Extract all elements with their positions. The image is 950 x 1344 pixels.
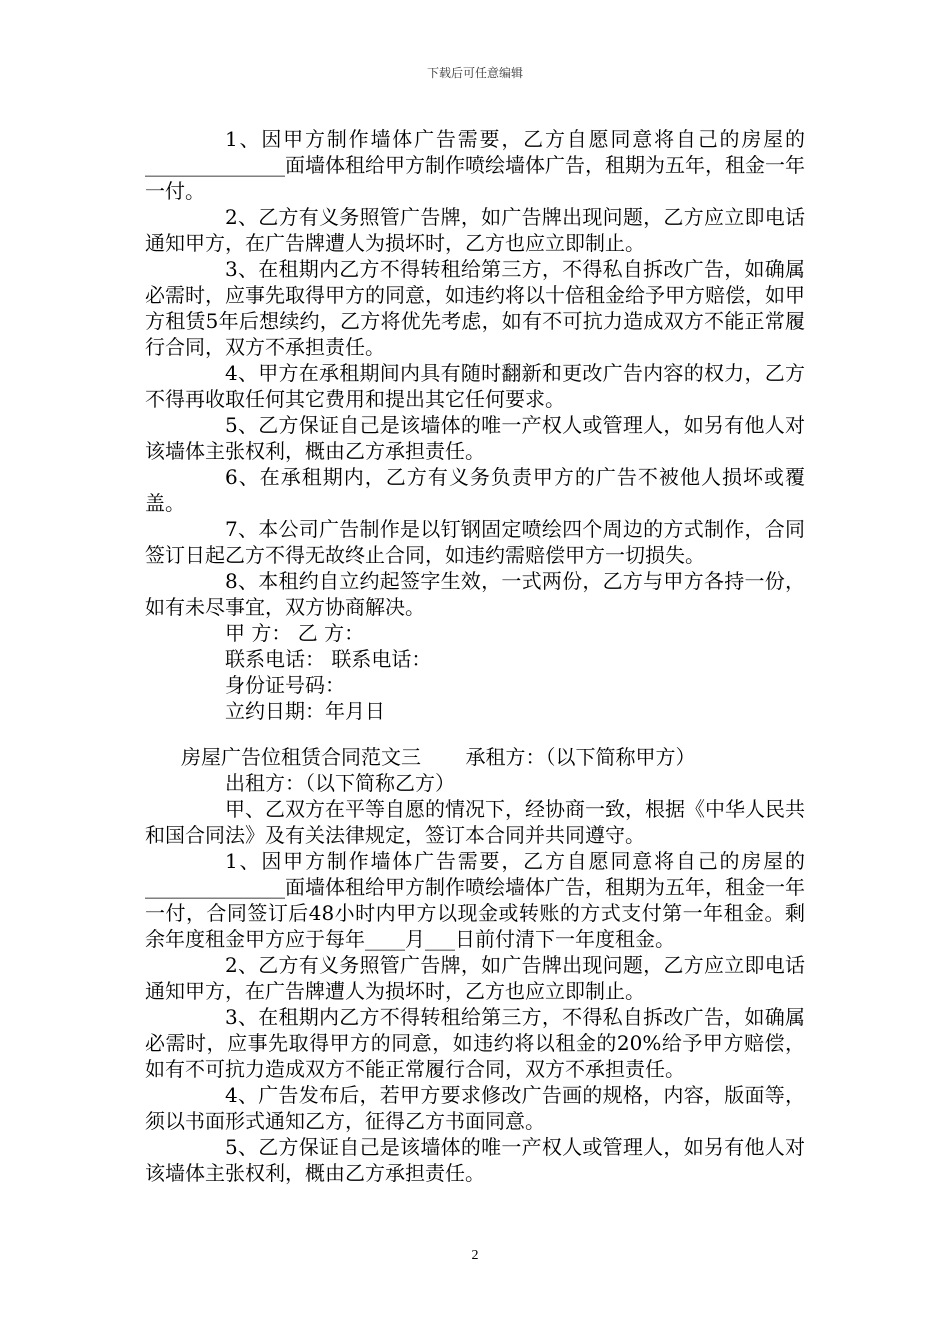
- signature-id: 身份证号码：: [225, 673, 345, 697]
- signature-phones: 联系电话： 联系电话：: [225, 647, 432, 671]
- clause-a2: 2、乙方有义务照管广告牌，如广告牌出现问题，乙方应立即电话通知甲方，在广告牌遭人为损坏时，乙方也应立即制止。: [145, 205, 805, 255]
- signature-parties: 甲 方： 乙 方：: [225, 621, 365, 645]
- document-body: [145, 126, 805, 1186]
- clause-a7: 7、本公司广告制作是以钉钢固定喷绘四个周边的方式制作，合同签订日起乙方不得无故终止合同，如违约需赔偿甲方一切损失。: [145, 517, 805, 567]
- clause-a8: 8、本租约自立约起签字生效，一式两份，乙方与甲方各持一份，如有未尽事宜，双方协商解决。: [145, 569, 805, 619]
- page-number: 2: [471, 1248, 479, 1263]
- clause-a1: 1、因甲方制作墙体广告需要，乙方自愿同意将自己的房屋的______________面墙体租给甲方制作喷绘墙体广告，租期为五年，租金一年一付。: [145, 127, 805, 203]
- clause-b-intro: 甲、乙双方在平等自愿的情况下，经协商一致，根据《中华人民共和国合同法》及有关法律规定，签订本合同并共同遵守。: [145, 797, 805, 847]
- clause-a4: 4、甲方在承租期间内具有随时翻新和更改广告内容的权力，乙方不得再收取任何其它费用和提出其它任何要求。: [145, 361, 805, 411]
- clause-a6: 6、在承租期内，乙方有义务负责甲方的广告不被他人损坏或覆盖。: [145, 465, 805, 515]
- section-gap: [145, 724, 805, 744]
- clause-b3: 3、在租期内乙方不得转租给第三方，不得私自拆改广告，如确属必需时，应事先取得甲方的同意，如违约将以租金的20%给予甲方赔偿，如有不可抗力造成双方不能正常履行合同，双方不承担责任。: [145, 1005, 805, 1081]
- clause-b5: 5、乙方保证自己是该墙体的唯一产权人或管理人，如另有他人对该墙体主张权利，概由乙方承担责任。: [145, 1135, 805, 1185]
- clause-a5: 5、乙方保证自己是该墙体的唯一产权人或管理人，如另有他人对该墙体主张权利，概由乙方承担责任。: [145, 413, 805, 463]
- clause-b1: 1、因甲方制作墙体广告需要，乙方自愿同意将自己的房屋的______________面墙体租给甲方制作喷绘墙体广告，租期为五年，租金一年一付，合同签订后48小时内甲方以现金或转账的方式支付第一年租金。剩余年度租金甲方应于每年____月___日前付清下一年度租金。: [145, 849, 805, 951]
- clause-b4: 4、广告发布后，若甲方要求修改广告画的规格，内容，版面等，须以书面形式通知乙方，征得乙方书面同意。: [145, 1083, 805, 1133]
- section-b-lessor: 出租方：（以下简称乙方）: [225, 771, 455, 795]
- clause-a3: 3、在租期内乙方不得转租给第三方，不得私自拆改广告，如确属必需时，应事先取得甲方的同意，如违约将以十倍租金给予甲方赔偿，如甲方租赁5年后想续约，乙方将优先考虑，如有不可抗力造成双方不能正常履行合同，双方不承担责任。: [145, 257, 805, 359]
- page-header: 下载后可任意编辑: [426, 66, 523, 80]
- signature-date: 立约日期：年月日: [225, 699, 385, 723]
- section-b-title: 房屋广告位租赁合同范文三 承租方：（以下简称甲方）: [181, 745, 696, 769]
- clause-b2: 2、乙方有义务照管广告牌，如广告牌出现问题，乙方应立即电话通知甲方，在广告牌遭人为损坏时，乙方也应立即制止。: [145, 953, 805, 1003]
